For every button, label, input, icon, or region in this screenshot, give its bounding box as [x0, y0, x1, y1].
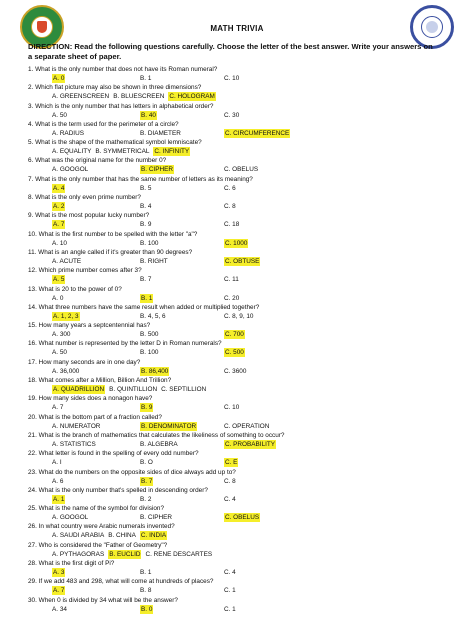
answer-option: A. EQUALITY	[52, 148, 92, 156]
question-item	[28, 285, 448, 303]
answer-options	[28, 586, 448, 595]
answer-option: A. GOOGOL	[52, 166, 89, 174]
answer-option: C. 1	[224, 605, 236, 613]
highlighted-answer-option: C. 1000	[225, 239, 248, 247]
answer-options	[28, 74, 448, 83]
answer-option: B. 5	[140, 184, 152, 192]
question-item	[28, 504, 448, 522]
highlighted-answer-option: B. 1	[141, 294, 153, 302]
question-item	[28, 468, 448, 486]
highlighted-answer-option: B. 9	[141, 404, 153, 412]
answer-option: B. DIAMETER	[140, 129, 181, 137]
answer-option: C. RENE DESCARTES	[145, 550, 213, 558]
answer-option: A. SAUDI ARABIA	[52, 532, 105, 540]
question-text: 27. Who is considered the "Father of Geometry"?	[28, 541, 168, 549]
highlighted-answer-option: C. INDIA	[140, 532, 167, 540]
answer-option: A. NUMERATOR	[52, 422, 101, 430]
question-item	[28, 303, 448, 321]
answer-option: B. 2	[140, 495, 152, 503]
question-list	[28, 65, 448, 614]
answer-option: C. 8	[224, 203, 236, 211]
highlighted-answer-option: A. 7	[53, 587, 65, 595]
question-text: 9. What is the most popular lucky number?	[28, 212, 150, 220]
question-text: 26. In what country were Arabic numerals invented?	[28, 523, 175, 531]
answer-option: A. 50	[52, 111, 67, 119]
answer-options	[28, 294, 448, 303]
highlighted-answer-option: A. 0	[53, 75, 65, 82]
question-item	[28, 321, 448, 339]
question-text: 22. What letter is found in the spelling of every odd number?	[28, 450, 199, 458]
question-item	[28, 413, 448, 431]
answer-options	[28, 165, 448, 174]
question-item	[28, 248, 448, 266]
highlighted-answer-option: C. HOLOGRAM	[169, 93, 215, 101]
answer-option: B. BLUESCREEN	[113, 93, 165, 101]
question-item	[28, 376, 448, 394]
answer-options	[28, 403, 448, 412]
answer-option: A. 36,000	[52, 367, 80, 375]
answer-options	[28, 367, 448, 376]
highlighted-answer-option: B. DENOMINATOR	[141, 422, 197, 430]
answer-option: A. I	[52, 459, 62, 467]
question-text: 5. What is the shape of the mathematical symbol lemniscate?	[28, 139, 202, 147]
question-text: 4. What is the term used for the perimeter of a circle?	[28, 120, 179, 128]
highlighted-answer-option: A. 7	[53, 221, 65, 229]
highlighted-answer-option: A. QUADRILLION	[53, 386, 105, 394]
question-item	[28, 156, 448, 174]
question-text: 30. When 0 is divided by 34 what will be the answer?	[28, 596, 178, 604]
question-item	[28, 120, 448, 138]
question-text: 2. Which flat picture may also be shown in three dimensions?	[28, 84, 202, 92]
answer-option: A. GREENSCREEN	[52, 93, 110, 101]
answer-option: A. ACUTE	[52, 257, 82, 265]
question-text: 20. What is the bottom part of a fraction called?	[28, 413, 162, 421]
highlighted-answer-option: A. 5	[53, 276, 65, 284]
question-item	[28, 449, 448, 467]
question-text: 21. What is the branch of mathematics that calculates the likeliness of something to occur?	[28, 431, 285, 439]
highlighted-answer-option: B. EUCLID	[109, 550, 141, 558]
answer-option: A. 0	[52, 294, 64, 302]
answer-options	[28, 184, 448, 193]
question-item	[28, 577, 448, 595]
question-text: 29. If we add 483 and 298, what will come at hundreds of places?	[28, 578, 214, 586]
question-text: 14. What three numbers have the same result when added or multiplied together?	[28, 303, 260, 311]
answer-options	[28, 385, 448, 394]
question-item	[28, 541, 448, 559]
question-text: 16. What number is represented by the letter D in Roman numerals?	[28, 340, 222, 348]
answer-option: C. OBELUS	[224, 166, 259, 174]
answer-options	[28, 129, 448, 138]
answer-options	[28, 220, 448, 229]
highlighted-answer-option: A. 4	[53, 184, 65, 192]
answer-options	[28, 239, 448, 248]
question-text: 10. What is the first number to be spelled with the letter "a"?	[28, 230, 198, 238]
question-item	[28, 522, 448, 540]
highlighted-answer-option: C. 700	[225, 331, 244, 339]
answer-option: B. ALGEBRA	[140, 440, 178, 448]
answer-options	[28, 495, 448, 504]
question-item	[28, 431, 448, 449]
question-item	[28, 339, 448, 357]
answer-options	[28, 330, 448, 339]
answer-options	[28, 312, 448, 321]
answer-option: A. 50	[52, 349, 67, 357]
answer-option: C. 6	[224, 184, 236, 192]
question-text: 18. What comes after a Million, Billion And Trillion?	[28, 377, 172, 385]
question-text: 25. What is the name of the symbol for division?	[28, 505, 165, 513]
question-text: 13. What is 20 to the power of 0?	[28, 285, 122, 293]
answer-option: A. 7	[52, 404, 64, 412]
highlighted-answer-option: C. OBTUSE	[225, 257, 260, 265]
answer-option: B. 8	[140, 587, 152, 595]
answer-option: A. 10	[52, 239, 67, 247]
answer-options	[28, 440, 448, 449]
highlighted-answer-option: B. CIPHER	[141, 166, 173, 174]
direction-text: DIRECTION: Read the following questions carefully. Choose the letter of the best answer. Write your answers on a separate sheet of paper.	[28, 42, 433, 61]
answer-options	[28, 147, 448, 156]
question-text: 19. How many sides does a nonagon have?	[28, 395, 153, 403]
answer-option: B. 1	[140, 569, 152, 577]
answer-option: B. SYMMETRICAL	[95, 148, 150, 156]
question-text: 3. Which is the only number that has letters in alphabetical order?	[28, 102, 214, 110]
question-item	[28, 266, 448, 284]
page-title: MATH TRIVIA	[210, 24, 264, 33]
question-item	[28, 211, 448, 229]
question-text: 8. What is the only even prime number?	[28, 194, 141, 202]
answer-options	[28, 513, 448, 522]
answer-option: A. RADIUS	[52, 129, 84, 137]
answer-option: C. 8	[224, 477, 236, 485]
question-text: 1. What is the only number that does not have its Roman numeral?	[28, 66, 218, 73]
answer-option: B. 4, 5, 6	[140, 312, 166, 320]
question-item	[28, 138, 448, 156]
answer-option: C. 18	[224, 221, 240, 229]
answer-options	[28, 568, 448, 577]
question-text: 17. How many seconds are in one day?	[28, 358, 141, 366]
highlighted-answer-option: A. 1	[53, 495, 65, 503]
question-text: 7. What is the only number that has the same number of letters as its meaning?	[28, 175, 253, 183]
answer-option: B. QUINTILLION	[109, 386, 158, 394]
answer-options	[28, 477, 448, 486]
question-item	[28, 230, 448, 248]
answer-option: A. GOOGOL	[52, 514, 89, 522]
question-item	[28, 358, 448, 376]
answer-option: C. 3600	[224, 367, 247, 375]
answer-option: A. 6	[52, 477, 64, 485]
question-item	[28, 175, 448, 193]
highlighted-answer-option: C. OBELUS	[225, 514, 260, 522]
question-item	[28, 83, 448, 101]
answer-option: C. 30	[224, 111, 240, 119]
answer-option: B. 4	[140, 203, 152, 211]
question-text: 15. How many years a septcentennial has?	[28, 322, 151, 330]
answer-option: B. CHINA	[108, 532, 136, 540]
question-item	[28, 65, 448, 83]
answer-option: B. CIPHER	[140, 514, 172, 522]
highlighted-answer-option: C. PROBABILITY	[225, 440, 276, 448]
answer-options	[28, 92, 448, 101]
answer-option: B. 7	[140, 276, 152, 284]
answer-option: C. OPERATION	[224, 422, 270, 430]
answer-option: B. RIGHT	[140, 257, 168, 265]
answer-option: C. 4	[224, 495, 236, 503]
question-text: 23. What do the numbers on the opposite sides of dice always add up to?	[28, 468, 236, 476]
answer-option: B. 100	[140, 239, 159, 247]
answer-option: C. 20	[224, 294, 240, 302]
answer-option: B. 9	[140, 221, 152, 229]
answer-option: C. 10	[224, 404, 240, 412]
highlighted-answer-option: C. INFINITY	[154, 148, 190, 156]
question-text: 28. What is the first digit of Pi?	[28, 560, 115, 568]
answer-options	[28, 531, 448, 540]
answer-options	[28, 275, 448, 284]
question-item	[28, 193, 448, 211]
question-item	[28, 559, 448, 577]
answer-options	[28, 202, 448, 211]
answer-option: A. PYTHAGORAS	[52, 550, 105, 558]
answer-option: C. 8, 9, 10	[224, 312, 254, 320]
question-item	[28, 394, 448, 412]
question-text: 24. What is the only number that's spelled in descending order?	[28, 486, 208, 494]
answer-options	[28, 458, 448, 467]
answer-option: C. SEPTILLION	[161, 386, 207, 394]
highlighted-answer-option: C. 500	[225, 349, 244, 357]
question-text: 12. Which prime number comes after 3?	[28, 267, 142, 275]
answer-option: C. 1	[224, 587, 236, 595]
highlighted-answer-option: C. CIRCUMFERENCE	[225, 129, 290, 137]
answer-option: B. 100	[140, 349, 159, 357]
answer-option: A. 34	[52, 605, 67, 613]
answer-option: B. 500	[140, 331, 159, 339]
highlighted-answer-option: A. 3	[53, 569, 65, 577]
answer-options	[28, 111, 448, 120]
highlighted-answer-option: B. 0	[141, 605, 153, 613]
highlighted-answer-option: A. 2	[53, 203, 65, 211]
answer-option: B. 1	[140, 75, 152, 82]
highlighted-answer-option: B. 86,400	[141, 367, 169, 375]
answer-option: A. 300	[52, 331, 71, 339]
answer-options	[28, 257, 448, 266]
highlighted-answer-option: B. 7	[141, 477, 153, 485]
question-text: 6. What was the original name for the number 0?	[28, 157, 167, 165]
answer-options	[28, 605, 448, 614]
answer-options	[28, 422, 448, 431]
answer-options	[28, 348, 448, 357]
question-item	[28, 486, 448, 504]
answer-option: A. STATISTICS	[52, 440, 96, 448]
highlighted-answer-option: A. 1, 2, 3	[53, 312, 79, 320]
answer-option: B. O	[140, 459, 153, 467]
highlighted-answer-option: B. 40	[141, 111, 156, 119]
answer-option: C. 4	[224, 569, 236, 577]
highlighted-answer-option: C. E	[225, 459, 238, 467]
answer-option: C. 11	[224, 276, 239, 284]
answer-options	[28, 550, 448, 559]
answer-option: C. 10	[224, 75, 240, 82]
question-item	[28, 596, 448, 614]
question-item	[28, 102, 448, 120]
question-text: 11. What is an angle called if it's greater than 90 degrees?	[28, 248, 193, 256]
